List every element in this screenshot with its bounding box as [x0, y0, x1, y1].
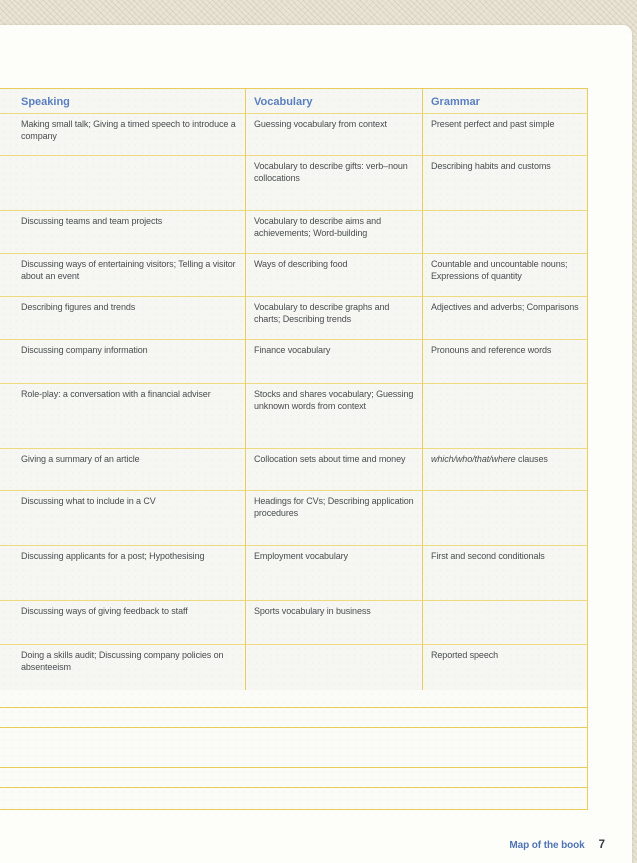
cell-vocabulary: Sports vocabulary in business	[246, 601, 423, 645]
page-footer	[509, 839, 605, 851]
cell-grammar: Describing habits and customs	[423, 156, 588, 211]
cell-speaking	[13, 156, 246, 211]
cell-vocabulary: Collocation sets about time and money	[246, 449, 423, 491]
cell-speaking: Role-play: a conversation with a financial adviser	[13, 384, 246, 449]
cell-vocabulary	[246, 645, 423, 691]
cell-speaking: Describing figures and trends	[13, 297, 246, 340]
cell-vocabulary: Vocabulary to describe aims and achievements; Word-building	[246, 211, 423, 254]
blank-row	[0, 788, 587, 810]
cell-speaking: Making small talk; Giving a timed speech to introduce a company	[13, 114, 246, 156]
grammar-rest: clauses	[515, 454, 548, 464]
blank-review-rows	[0, 690, 588, 810]
blank-row	[0, 690, 587, 708]
cell-speaking: Discussing teams and team projects	[13, 211, 246, 254]
page	[0, 25, 632, 863]
cell-vocabulary: Vocabulary to describe graphs and charts; Describing trends	[246, 297, 423, 340]
cell-grammar: Present perfect and past simple	[423, 114, 588, 156]
cell-speaking: Discussing what to include in a CV	[13, 491, 246, 546]
column-header-speaking: Speaking	[13, 89, 246, 114]
cell-grammar: First and second conditionals	[423, 546, 588, 601]
cell-grammar	[423, 491, 588, 546]
cell-speaking: Discussing applicants for a post; Hypothesising	[13, 546, 246, 601]
column-header-vocabulary: Vocabulary	[246, 89, 423, 114]
column-header-grammar: Grammar	[423, 89, 588, 114]
cell-grammar: Reported speech	[423, 645, 588, 691]
cell-grammar	[423, 384, 588, 449]
cell-speaking: Giving a summary of an article	[13, 449, 246, 491]
cell-speaking: Discussing ways of entertaining visitors; Telling a visitor about an event	[13, 254, 246, 297]
blank-row	[0, 728, 587, 768]
cell-vocabulary: Guessing vocabulary from context	[246, 114, 423, 156]
cell-speaking: Discussing company information	[13, 340, 246, 384]
cell-grammar	[423, 449, 588, 491]
cell-vocabulary: Stocks and shares vocabulary; Guessing unknown words from context	[246, 384, 423, 449]
cell-grammar: Countable and uncountable nouns; Expressions of quantity	[423, 254, 588, 297]
cell-vocabulary: Vocabulary to describe gifts: verb–noun collocations	[246, 156, 423, 211]
grammar-italic-terms: which/who/that/where	[431, 454, 516, 464]
cell-speaking: Discussing ways of giving feedback to staff	[13, 601, 246, 645]
cell-vocabulary: Finance vocabulary	[246, 340, 423, 384]
cell-grammar: Adjectives and adverbs; Comparisons	[423, 297, 588, 340]
cell-vocabulary: Headings for CVs; Describing application procedures	[246, 491, 423, 546]
cell-vocabulary: Employment vocabulary	[246, 546, 423, 601]
map-of-book-table	[0, 88, 588, 691]
cell-grammar	[423, 211, 588, 254]
cell-grammar: Pronouns and reference words	[423, 340, 588, 384]
footer-section-label: Map of the book	[509, 840, 585, 851]
page-number: 7	[598, 839, 605, 851]
blank-row	[0, 708, 587, 728]
cell-grammar	[423, 601, 588, 645]
cell-speaking: Doing a skills audit; Discussing company policies on absenteeism	[13, 645, 246, 691]
cell-vocabulary: Ways of describing food	[246, 254, 423, 297]
blank-row	[0, 768, 587, 788]
